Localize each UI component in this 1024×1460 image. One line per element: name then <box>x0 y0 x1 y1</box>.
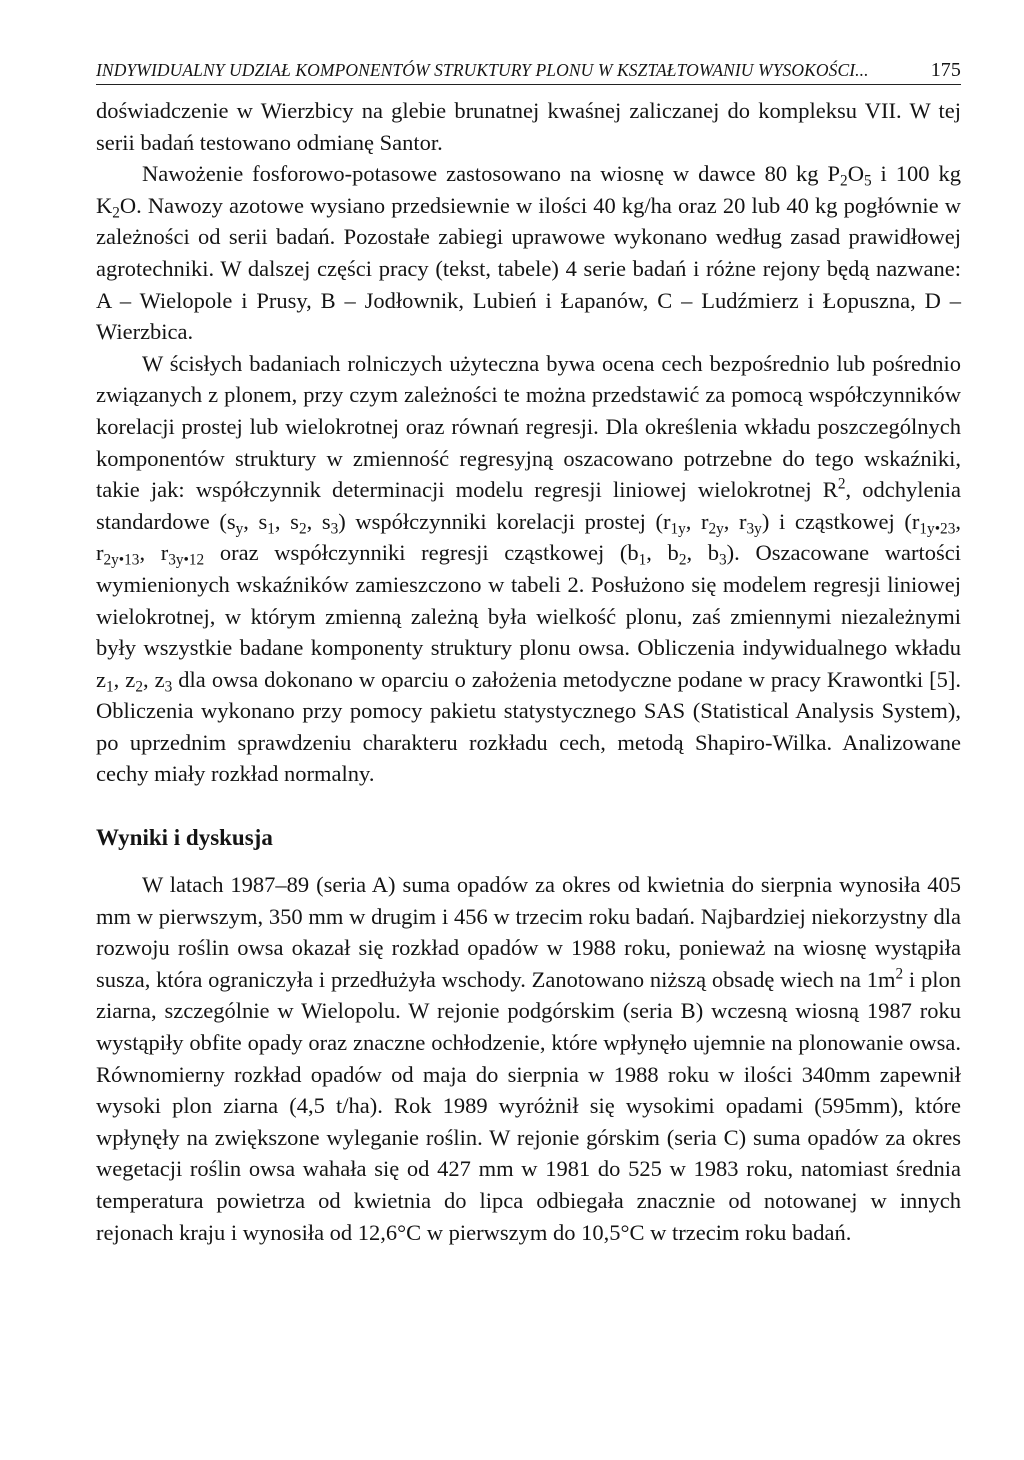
paragraph-4: W latach 1987–89 (seria A) suma opadów za okres od kwietnia do sierpnia wynosiła 405 mm w pierwszym, 350 mm w drugim i 456 w trzecim roku badań. Najbardziej niekorzystny dla rozwoju roślin owsa okazał się rozkład opadów w 1988 roku, ponieważ na wiosnę wystąpiła susza, która ograniczyła i przedłużyła wschody. Zanotowano niższą obsadę wiech na $1m^2$ i plon ziarna, szczególnie w Wielopolu. W rejonie podgórskim (seria B) wczesną wiosną 1987 roku wystąpiły obfite opady oraz znaczne ochłodzenie, które wpłynęło ujemnie na plonowanie owsa. Równomierny rozkład opadów od maja do sierpnia w 1988 roku w ilości 340mm zapewnił wysoki plon ziarna (4,5 t/ha). Rok 1989 wyróżnił się wysokimi opadami (595mm), które wpłynęły na zwiększone wyleganie roślin. W rejonie górskim (seria C) suma opadów za okres wegetacji roślin owsa wahała się od 427 mm w 1981 do 525 w 1983 roku, natomiast średnia temperatura powietrza od kwietnia do lipca odbiegała znacznie od notowanej w innych rejonach kraju i wynosiła od 12,6°C w pierwszym do 10,5°C w trzecim roku badań. <box>96 872 961 1245</box>
page-number: 175 <box>930 59 961 81</box>
document-page <box>96 58 961 1248</box>
running-title: INDYWIDUALNY UDZIAŁ KOMPONENTÓW STRUKTURY PLONU W KSZTAŁTOWANIU WYSOKOŚCI... <box>96 60 869 80</box>
paragraph-3: W ścisłych badaniach rolniczych użyteczna bywa ocena cech bezpośrednio lub pośrednio związanych z plonem, przy czym zależności te można przedstawić za pomocą współczynników korelacji prostej lub wielokrotnej oraz równań regresji. Dla określenia wkładu poszczególnych komponentów struktury w zmienność regresyjną oszacowano potrzebne do tego wskaźniki, takie jak: współczynnik determinacji modelu regresji liniowej wielokrotnej $R^2$, odchylenia standardowe ($s_y$, $s_1$, $s_2$, $s_3$) współczynniki korelacji prostej ($r_{1y}$, $r_{2y}$, $r_{3y}$) i cząstkowej ($r_{1y•23}$, $r_{2y•13}$, $r_{3y•12}$ oraz współczynniki regresji cząstkowej ($b_1$, $b_2$, $b_3$). Oszacowane wartości wymienionych wskaźników zamieszczono w tabeli 2. Posłużono się modelem regresji liniowej wielokrotnej, w którym zmienną zależną była wielkość plonu, zaś zmiennymi niezależnymi były wszystkie badane komponenty struktury plonu owsa. Obliczenia indywidualnego wkładu $z_1$, $z_2$, $z_3$ dla owsa dokonano w oparciu o założenia metodyczne podane w pracy Krawontki [5]. Obliczenia wykonano przy pomocy pakietu statystycznego SAS (Statistical Analysis System), po uprzednim sprawdzeniu charakteru rozkładu cech, metodą Shapiro-Wilka. Analizowane cechy miały rozkład normalny. <box>96 350 962 787</box>
paragraph-2: Nawożenie fosforowo-potasowe zastosowano na wiosnę w dawce 80 kg $P_2O_5$ i 100 kg $K_2O$. Nawozy azotowe wysiano przedsiewnie w ilości 40 kg/ha oraz 20 lub 40 kg pogłównie w zależności od serii badań. Pozostałe zabiegi uprawowe wykonano według zasad prawidłowej agrotechniki. W dalszej części pracy (tekst, tabele) 4 serie badań i różne rejony będą nazwane: A – Wielopole i Prusy, B – Jodłownik, Lubień i Łapanów, C – Ludźmierz i Łopuszna, D – Wierzbica. <box>96 161 961 345</box>
section-heading: Wyniki i dyskusja <box>96 825 273 851</box>
paragraph-1: doświadczenie w Wierzbicy na glebie brunatnej kwaśnej zaliczanej do kompleksu VII. W tej serii badań testowano odmianę Santor. <box>96 98 961 155</box>
running-header <box>96 58 961 85</box>
